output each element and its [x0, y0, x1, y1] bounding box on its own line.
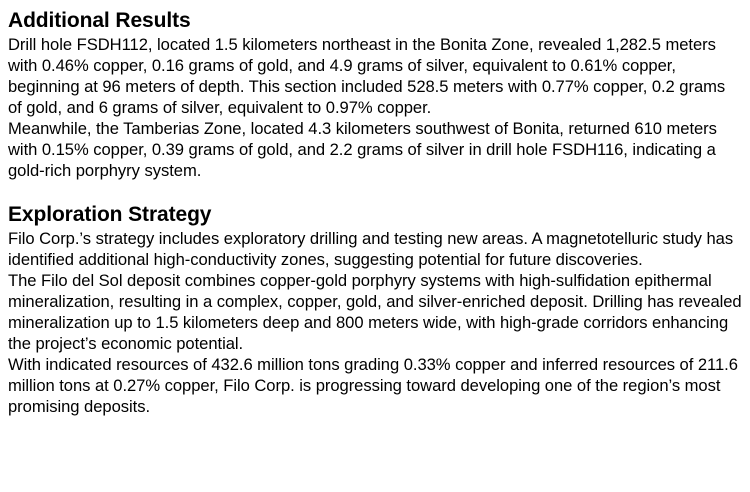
paragraph: Filo Corp.’s strategy includes exploratory drilling and testing new areas. A magnetotelluric study has identified additional high-conductivity zones, suggesting potential for future discoveries. — [8, 229, 734, 269]
paragraph: The Filo del Sol deposit combines copper-gold porphyry systems with high-sulfidation epithermal mineralization, resulting in a complex, copper, gold, and silver-enriched deposit. Drilling has revealed mineralization up to 1.5 kilometers deep and 800 meters wide, with high-grade corridors enhancing the project’s economic potential. — [8, 271, 742, 353]
section-title: Additional Results — [8, 9, 191, 32]
paragraph: Meanwhile, the Tamberias Zone, located 4.3 kilometers southwest of Bonita, returned 610 meters with 0.15% copper, 0.39 grams of gold, and 2.2 grams of silver in drill hole FSDH116, indicating a gold-rich porphyry system. — [8, 119, 717, 180]
section-exploration-strategy — [8, 202, 742, 417]
section-additional-results — [8, 8, 742, 181]
paragraph: Drill hole FSDH112, located 1.5 kilometers northeast in the Bonita Zone, revealed 1,282.5 meters with 0.46% copper, 0.16 grams of gold, and 4.9 grams of silver, equivalent to 0.61% copper, beginning at 96 meters of depth. This section included 528.5 meters with 0.77% copper, 0.2 grams of gold, and 6 grams of silver, equivalent to 0.97% copper. — [8, 35, 726, 117]
section-title: Exploration Strategy — [8, 203, 212, 226]
paragraph: With indicated resources of 432.6 million tons grading 0.33% copper and inferred resources of 211.6 million tons at 0.27% copper, Filo Corp. is progressing toward developing one of the region’s most promising deposits. — [8, 355, 738, 416]
